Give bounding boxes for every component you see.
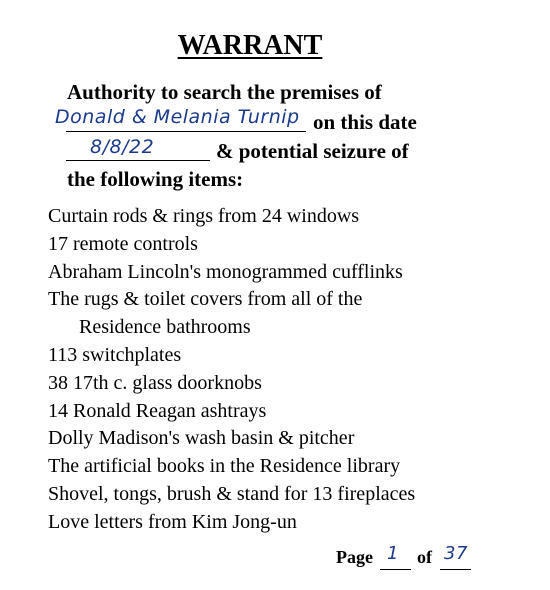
list-item: 17 remote controls [48,232,198,255]
premises-blank-line [66,131,306,132]
total-pages-handwritten: 37 [444,543,468,564]
page-number-blank-line [380,569,411,570]
authority-line-2-tail: on this date [313,110,417,134]
list-item: Love letters from Kim Jong-un [48,510,297,533]
list-item-continuation: Residence bathrooms [79,316,251,339]
premises-handwritten-value: Donald & Melania Turnip [55,106,300,128]
list-item: 38 17th c. glass doorknobs [48,371,262,394]
list-item: Abraham Lincoln's monogrammed cufflinks [48,260,403,283]
authority-line-1: Authority to search the premises of [67,80,382,104]
page-label: Page [336,547,373,567]
date-blank-line [66,160,210,161]
of-label: of [417,547,432,567]
total-pages-blank-line [440,569,471,570]
seizure-items-list [48,203,415,537]
document-title: WARRANT [177,30,323,61]
list-item: 14 Ronald Reagan ashtrays [48,399,267,422]
list-item: Curtain rods & rings from 24 windows [48,205,360,227]
authority-line-3-tail: & potential seizure of [216,139,409,163]
date-handwritten-value: 8/8/22 [90,136,155,158]
authority-line-4: the following items: [67,167,244,191]
list-item: The rugs & toilet covers from all of the [48,288,363,311]
list-item: 113 switchplates [48,343,182,366]
list-item: The artificial books in the Residence library [48,455,401,478]
page-number-handwritten: 1 [387,543,399,564]
list-item: Shovel, tongs, brush & stand for 13 fireplaces [48,482,416,505]
list-item: Dolly Madison's wash basin & pitcher [48,427,355,450]
